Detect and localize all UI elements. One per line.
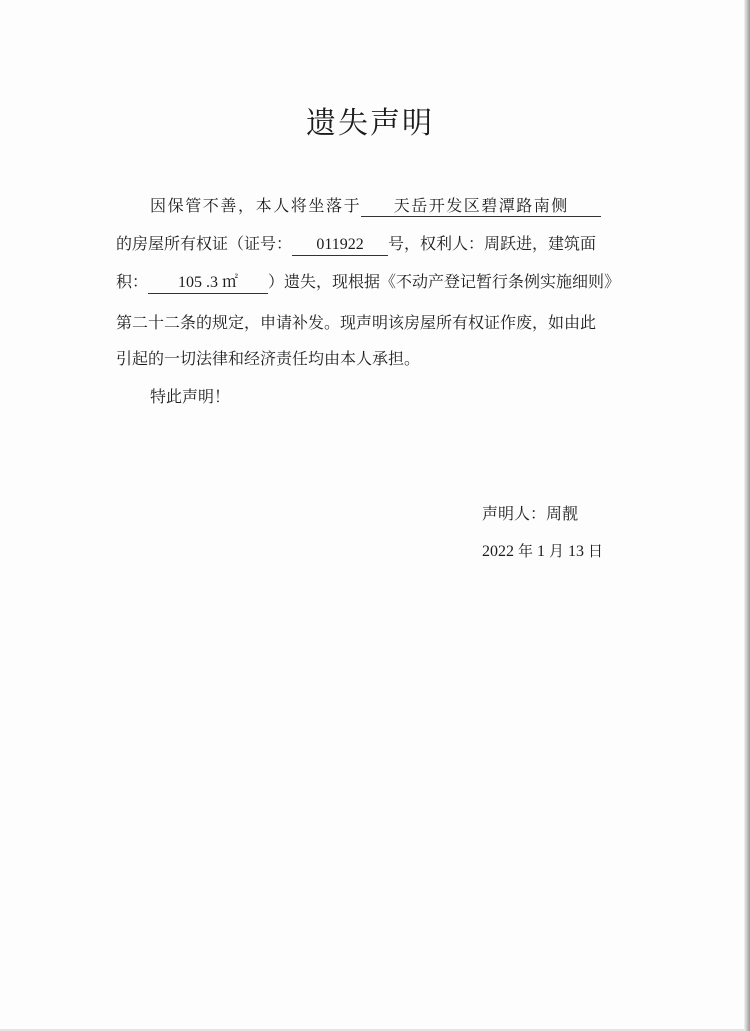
closing-statement: 特此声明！ [150, 387, 231, 406]
declarant-signature: 声明人：周靓 [482, 504, 579, 523]
line1-prefix: 因保管不善，本人将坐落于 [150, 196, 362, 215]
area-field: 105 .3 ㎡ [148, 273, 268, 294]
line3-prefix: 积： [116, 272, 149, 291]
date-month-unit: 月 [549, 542, 565, 560]
page-edge-shadow [744, 0, 750, 1031]
paragraph-line-1 [150, 196, 601, 217]
line2-prefix: 的房屋所有权证（证号： [116, 234, 293, 253]
document-title: 遗失声明 [306, 106, 434, 141]
date-year-unit: 年 [518, 542, 534, 560]
date-day-unit: 日 [588, 542, 604, 560]
location-field: 天岳开发区碧潭路南侧 [361, 196, 601, 217]
date-month: 1 [537, 543, 546, 560]
line2-suffix: 号，权利人：周跃进，建筑面 [388, 234, 597, 253]
cert-number-field: 011922 [292, 235, 388, 256]
line3-suffix: ）遗失，现根据《不动产登记暂行条例实施细则》 [268, 272, 621, 291]
paragraph-line-3 [116, 272, 620, 294]
paragraph-line-4: 第二十二条的规定，申请补发。现声明该房屋所有权证作废，如由此 [116, 313, 597, 332]
declaration-date [482, 540, 603, 561]
date-year: 2022 [482, 543, 514, 560]
paragraph-line-5: 引起的一切法律和经济责任均由本人承担。 [116, 349, 421, 368]
date-day: 13 [568, 543, 585, 560]
paragraph-line-2 [116, 234, 596, 256]
